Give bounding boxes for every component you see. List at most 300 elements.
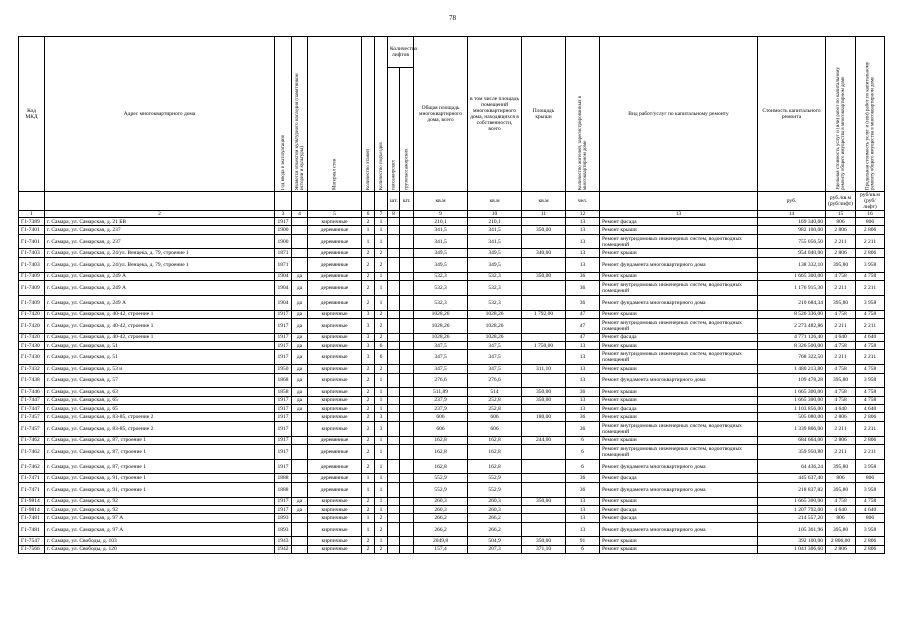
roof-cell [522,350,566,365]
heritage-cell [292,436,308,444]
residents-cell: 13 [566,249,600,257]
work-cell: Ремонт крыши [600,310,758,318]
address-cell: г. Самара, ул. Самарская, д. 57 [45,373,275,388]
elev-pass-cell [388,272,400,280]
roof-cell: 350,00 [522,272,566,280]
residents-cell: 13 [566,365,600,373]
colnum: 14 [758,211,826,218]
header-elev-pass: пассажирских [391,159,396,190]
max-cost-cell: 4 758 [856,342,885,350]
elev-cargo-cell [400,405,414,413]
elev-cargo-cell [400,505,414,513]
entrances-cell: 2 [375,318,388,333]
elev-cargo-cell [400,295,414,310]
colnum: 9 [414,211,468,218]
work-cell: Ремонт крыши [600,413,758,421]
year-cell: 1904 [275,272,292,280]
floors-cell: 3 [362,342,375,350]
address-cell: г. Самара, ул. Самарская, д. 92 [45,497,275,505]
roof-cell [522,318,566,333]
address-cell: г. Самара, ул. Свободы, д. 120 [45,545,275,553]
residents-cell: 6 [566,459,600,474]
heritage-cell: да [292,497,308,505]
area-owned-cell: 276,6 [468,373,522,388]
max-cost-cell: 3 958 [856,459,885,474]
table-row [19,505,885,513]
residents-cell: 13 [566,373,600,388]
residents-cell: 13 [566,226,600,234]
entrances-cell: 1 [375,459,388,474]
unit-cost-cell: 2 806 [826,413,856,421]
max-cost-cell: 806 [856,218,885,226]
cost-cell: 1 176 915,30 [758,280,826,295]
address-cell: г. Самара, ул. Свободы, д. 103 [45,537,275,545]
residents-cell: 13 [566,350,600,365]
unit-cost-cell: 2 806 [826,226,856,234]
elev-pass-cell [388,474,400,482]
unit-cost-cell: 2 211 [826,280,856,295]
table-row [19,249,885,257]
elev-pass-cell [388,318,400,333]
heritage-cell [292,545,308,553]
elev-pass-cell [388,505,400,513]
entrances-cell: 2 [375,514,388,522]
floors-cell: 2 [362,459,375,474]
floors-cell: 2 [362,280,375,295]
year-cell: 1871 [275,249,292,257]
address-cell: г. Самара, ул. Самарская, д. 40-42, строение 1 [45,318,275,333]
max-cost-cell: 3 958 [856,373,885,388]
area-total-cell: 276,6 [414,373,468,388]
year-cell: 1917 [275,342,292,350]
table-row [19,514,885,522]
unit-cost-cell: 4 758 [826,388,856,396]
floors-cell: 2 [362,421,375,436]
table-row [19,226,885,234]
elev-cargo-cell [400,310,414,318]
material-cell: деревянные [308,272,362,280]
heritage-cell [292,413,308,421]
cost-cell: 2 273 482,86 [758,318,826,333]
floors-cell: 2 [362,388,375,396]
area-owned-cell: 1028,26 [468,318,522,333]
kod-cell: Г1-7446 [19,388,45,396]
heritage-cell: да [292,310,308,318]
floors-cell: 3 [362,310,375,318]
year-cell: 1904 [275,295,292,310]
address-cell: г. Самара, ул. Самарская, д. 40-42, строение 1 [45,333,275,341]
roof-cell: 350,00 [522,497,566,505]
elev-pass-cell [388,459,400,474]
area-total-cell: 162,8 [414,459,468,474]
elev-cargo-cell [400,333,414,341]
header-area-owned: в том числе площадь помещений многоквартирного дома, находящихся в собственности, всего [468,37,522,192]
max-cost-cell: 3 958 [856,482,885,497]
max-cost-cell: 3 958 [856,257,885,272]
residents-cell: 47 [566,318,600,333]
roof-cell [522,333,566,341]
kod-cell: Г1-9814 [19,497,45,505]
year-cell: 1917 [275,350,292,365]
floors-cell: 2 [362,497,375,505]
elev-pass-cell [388,249,400,257]
area-owned-cell: 532,3 [468,280,522,295]
elev-pass-cell [388,405,400,413]
colnum: 2 [45,211,275,218]
heritage-cell [292,459,308,474]
material-cell: кирпичные [308,537,362,545]
material-cell: кирпичные [308,388,362,396]
area-owned-cell: 347,5 [468,365,522,373]
residents-cell: 6 [566,436,600,444]
heritage-cell: да [292,365,308,373]
entrances-cell: 1 [375,497,388,505]
elev-cargo-cell [400,218,414,226]
year-cell: 1893 [275,522,292,537]
unit-c12: чел. [566,192,600,211]
unit-cost-cell: 2 806 [826,249,856,257]
work-cell: Ремонт крыши [600,272,758,280]
header-max-cost: Предельная стоимость услуг и (или) работ по капитальному ремонту общего имущества в многоквартирном доме [865,61,876,190]
cost-cell: 169 340,60 [758,218,826,226]
unit-cost-cell: 2 806,00 [826,537,856,545]
address-cell: г. Самара, ул. Самарская, д. 97 А [45,522,275,537]
table-row [19,497,885,505]
elev-pass-cell [388,226,400,234]
elev-pass-cell [388,234,400,249]
entrances-cell: 6 [375,342,388,350]
kod-cell: Г1-7389 [19,218,45,226]
kod-cell: Г1-7432 [19,365,45,373]
kod-cell: Г1-7547 [19,537,45,545]
table-row [19,257,885,272]
kod-cell: Г1-7401 [19,226,45,234]
area-total-cell: 552,9 [414,482,468,497]
unit-cost-cell: 395,80 [826,522,856,537]
table-row [19,396,885,404]
entrances-cell: 1 [375,218,388,226]
material-cell: кирпичные [308,310,362,318]
entrances-cell: 1 [375,295,388,310]
address-cell: г. Самара, ул. Самарская, д. 24/ул. Венцека, д. 79, строение 1 [45,257,275,272]
max-cost-cell: 4 758 [856,310,885,318]
year-cell: 1904 [275,280,292,295]
elev-cargo-cell [400,444,414,459]
elev-cargo-cell [400,436,414,444]
material-cell: кирпичные [308,396,362,404]
entrances-cell: 2 [375,365,388,373]
elev-cargo-cell [400,497,414,505]
kod-cell: Г1-7471 [19,482,45,497]
area-owned-cell: 162,8 [468,436,522,444]
address-cell: г. Самара, ул. Самарская, д. 237 [45,234,275,249]
area-total-cell: 162,8 [414,444,468,459]
unit-c9: кв.м [414,192,468,211]
material-cell: кирпичные [308,514,362,522]
floors-cell: 2 [362,537,375,545]
colnum: 10 [468,211,522,218]
area-total-cell: 341,5 [414,234,468,249]
roof-cell: 350,00 [522,226,566,234]
header-elev-cargo: грузопассажирских [404,148,409,190]
residents-cell: 36 [566,388,600,396]
entrances-cell: 2 [375,310,388,318]
work-cell: Ремонт крыши [600,249,758,257]
kod-cell: Г1-7566 [19,545,45,553]
cost-cell: 505 080,00 [758,413,826,421]
residents-cell: 47 [566,333,600,341]
unit-cost-cell: 4 758 [826,365,856,373]
heritage-cell [292,257,308,272]
area-owned-cell: 252,8 [468,396,522,404]
elev-cargo-cell [400,474,414,482]
area-total-cell: 1028,26 [414,310,468,318]
entrances-cell: 1 [375,405,388,413]
entrances-cell: 1 [375,234,388,249]
roof-cell [522,280,566,295]
year-cell: 1917 [275,459,292,474]
work-cell: Ремонт фасада [600,405,758,413]
work-cell: Ремонт внутридомовых инженерных систем, водоотводных помещений [600,318,758,333]
address-cell: г. Самара, ул. Самарская, д. 51 [45,342,275,350]
elev-cargo-cell [400,272,414,280]
material-cell: кирпичные [308,333,362,341]
work-cell: Ремонт фасада [600,505,758,513]
max-cost-cell: 806 [856,514,885,522]
kod-cell: Г1-7420 [19,318,45,333]
table-row [19,350,885,365]
area-owned-cell: 207,3 [468,545,522,553]
max-cost-cell: 2 806 [856,545,885,553]
roof-cell: 350,00 [522,537,566,545]
work-cell: Ремонт крыши [600,388,758,396]
area-total-cell: 1028,26 [414,318,468,333]
max-cost-cell: 806 [856,474,885,482]
work-cell: Ремонт крыши [600,537,758,545]
heritage-cell [292,522,308,537]
kod-cell: Г1-7447 [19,405,45,413]
elev-cargo-cell [400,482,414,497]
cost-cell: 8 326 500,00 [758,342,826,350]
entrances-cell: 1 [375,396,388,404]
work-cell: Ремонт фундамента многоквартирного дома [600,257,758,272]
cost-cell: 445 637,40 [758,474,826,482]
area-total-cell: 260,3 [414,505,468,513]
cost-cell: 684 664,00 [758,436,826,444]
work-cell: Ремонт фундамента многоквартирного дома [600,522,758,537]
entrances-cell: 6 [375,350,388,365]
floors-cell: 1 [362,474,375,482]
year-cell: 1917 [275,405,292,413]
elev-cargo-cell [400,249,414,257]
material-cell: кирпичные [308,522,362,537]
residents-cell: 6 [566,545,600,553]
unit-c7: шт. [388,192,400,211]
address-cell: г. Самара, ул. Самарская, д. 40-42, строение 1 [45,310,275,318]
roof-cell [522,505,566,513]
elev-pass-cell [388,280,400,295]
unit-c14: руб. [758,192,826,211]
roof-cell [522,218,566,226]
header-cost: Стоимость капитального ремонта [758,37,826,192]
area-owned-cell: 514 [468,388,522,396]
work-cell: Ремонт крыши [600,396,758,404]
header-residents: Количество жителей, зарегистрированных в многоквартирном доме [577,95,588,190]
work-cell: Ремонт крыши [600,365,758,373]
header-heritage: Является объектом культурного наследия (памятником истории и культуры) [294,73,305,190]
max-cost-cell: 4 758 [856,497,885,505]
address-cell: г. Самара, ул. Самарская, д. 53 и [45,365,275,373]
unit-cost-cell: 395,80 [826,482,856,497]
cost-cell: 1 665 300,00 [758,388,826,396]
max-cost-cell: 3 958 [856,295,885,310]
roof-cell [522,373,566,388]
elev-pass-cell [388,537,400,545]
unit-cost-cell: 2 806 [826,436,856,444]
residents-cell: 13 [566,522,600,537]
cost-cell: 1 665 300,00 [758,396,826,404]
work-cell: Ремонт фундамента многоквартирного дома [600,295,758,310]
material-cell: кирпичные [308,373,362,388]
table-row [19,234,885,249]
header-work: Вид работ/услуг по капитальному ремонту [600,37,758,192]
address-cell: г. Самара, ул. Самарская, д. 97 А [45,514,275,522]
material-cell: деревянные [308,444,362,459]
capital-repair-table [18,36,885,554]
work-cell: Ремонт фундамента многоквартирного дома [600,459,758,474]
roof-cell: 311,10 [522,365,566,373]
year-cell: 1917 [275,421,292,436]
unit-cost-cell: 806 [826,218,856,226]
roof-cell: 350,00 [522,396,566,404]
work-cell: Ремонт крыши [600,226,758,234]
unit-c15: руб./кв.м (руб/лифт) [826,192,856,211]
max-cost-cell: 2 211 [856,444,885,459]
work-cell: Ремонт фасада [600,474,758,482]
elev-pass-cell [388,482,400,497]
roof-cell [522,234,566,249]
elev-cargo-cell [400,388,414,396]
area-owned-cell: 1028,26 [468,310,522,318]
area-owned-cell: 552,9 [468,482,522,497]
elev-pass-cell [388,413,400,421]
area-total-cell: 349,5 [414,249,468,257]
cost-cell: 4 771 126,40 [758,333,826,341]
entrances-cell: 2 [375,333,388,341]
address-cell: г. Самара, ул. Самарская, д. 249 А [45,280,275,295]
unit-cost-cell: 4 758 [826,272,856,280]
cost-cell: 214 557,20 [758,514,826,522]
elev-pass-cell [388,436,400,444]
kod-cell: Г1-7462 [19,436,45,444]
roof-cell: 350,00 [522,388,566,396]
address-cell: г. Самара, ул. Самарская, д. 87, строение 1 [45,459,275,474]
area-owned-cell: 504,9 [468,537,522,545]
elev-pass-cell [388,350,400,365]
unit-cost-cell: 395,80 [826,257,856,272]
area-owned-cell: 260,3 [468,505,522,513]
area-total-cell: 347,5 [414,342,468,350]
area-owned-cell: 162,8 [468,444,522,459]
colnum: 12 [566,211,600,218]
unit-cost-cell: 2 211 [826,350,856,365]
floors-cell: 2 [362,396,375,404]
entrances-cell: 1 [375,280,388,295]
area-owned-cell: 532,3 [468,272,522,280]
residents-cell: 13 [566,257,600,272]
heritage-cell: да [292,318,308,333]
roof-cell [522,421,566,436]
residents-cell: 13 [566,514,600,522]
residents-cell: 36 [566,474,600,482]
unit-cost-cell: 806 [826,514,856,522]
address-cell: г. Самара, ул. Самарская, д. 63 [45,388,275,396]
kod-cell: Г1-7438 [19,373,45,388]
elev-cargo-cell [400,257,414,272]
floors-cell: 1 [362,226,375,234]
area-owned-cell: 606 [468,413,522,421]
max-cost-cell: 2 211 [856,234,885,249]
year-cell: 1871 [275,257,292,272]
entrances-cell: 1 [375,373,388,388]
area-total-cell: 237,9 [414,396,468,404]
area-owned-cell: 606 [468,421,522,436]
heritage-cell [292,249,308,257]
header-roof: Площадь крыши [522,37,566,192]
residents-cell: 36 [566,421,600,436]
roof-cell [522,459,566,474]
cost-cell: 138 332,10 [758,257,826,272]
unit-cost-cell: 2 211 [826,318,856,333]
heritage-cell [292,482,308,497]
heritage-cell [292,218,308,226]
floors-cell: 1 [362,482,375,497]
floors-cell: 2 [362,365,375,373]
colnum: 5 [308,211,362,218]
entrances-cell: 1 [375,505,388,513]
cost-cell: 210 684,34 [758,295,826,310]
cost-cell: 755 056,50 [758,234,826,249]
header-entrances: Количество подъездов [378,142,384,190]
entrances-cell: 1 [375,388,388,396]
heritage-cell: да [292,295,308,310]
material-cell: кирпичные [308,365,362,373]
max-cost-cell: 4 758 [856,388,885,396]
year-cell: 1893 [275,514,292,522]
residents-cell: 13 [566,234,600,249]
elev-pass-cell [388,333,400,341]
floors-cell: 2 [362,413,375,421]
year-cell: 1917 [275,396,292,404]
table-row [19,545,885,553]
heritage-cell [292,537,308,545]
material-cell: кирпичные [308,545,362,553]
area-owned-cell: 341,5 [468,234,522,249]
address-cell: г. Самара, ул. Самарская, д. 24/ул. Венцека, д. 79, строение 1 [45,249,275,257]
area-owned-cell: 266,2 [468,522,522,537]
material-cell: деревянные [308,459,362,474]
roof-cell [522,522,566,537]
table-row [19,413,885,421]
unit-c16: руб/кв.м (руб/лифт) [856,192,885,211]
unit-cost-cell: 395,80 [826,295,856,310]
area-total-cell: 266,2 [414,522,468,537]
unit-c10: кв.м [468,192,522,211]
colnum: 16 [856,211,885,218]
max-cost-cell: 2 806 [856,249,885,257]
year-cell: 1917 [275,436,292,444]
residents-cell: 13 [566,505,600,513]
